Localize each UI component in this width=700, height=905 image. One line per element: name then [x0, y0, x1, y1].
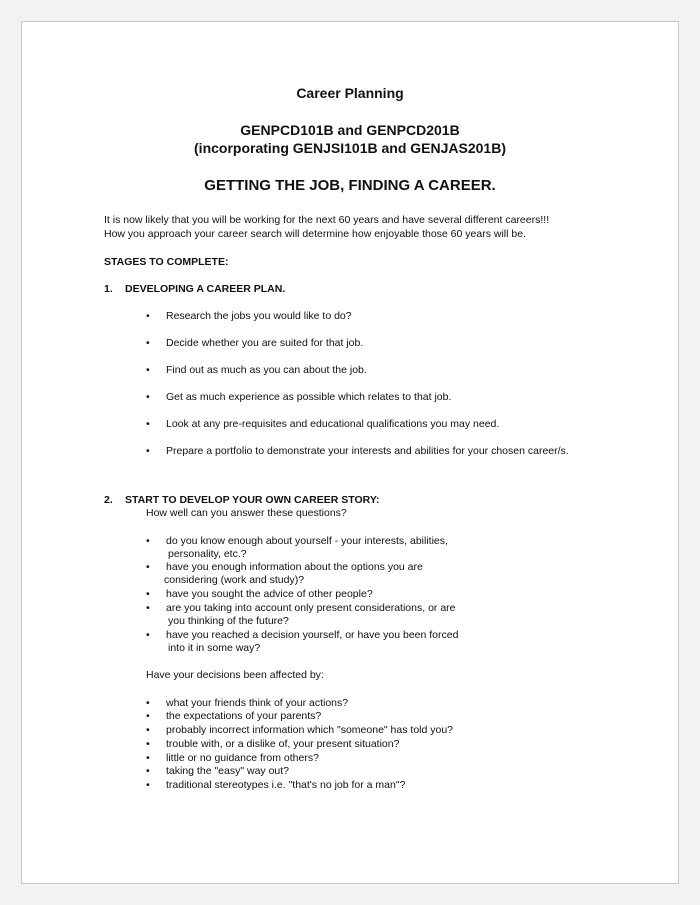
section-1-number: 1. [104, 283, 113, 295]
bullet-icon: • [146, 364, 150, 376]
question-line-cont: personality, etc.? [168, 548, 247, 560]
list-item: Research the jobs you would like to do? [166, 310, 352, 322]
influence-item: taking the "easy" way out? [166, 765, 290, 777]
bullet-icon: • [146, 535, 150, 547]
intro-line-2: How you approach your career search will determine how enjoyable those 60 years will be. [104, 228, 526, 240]
list-item: Prepare a portfolio to demonstrate your interests and abilities for your chosen career/s. [166, 445, 569, 457]
bullet-icon: • [146, 588, 150, 600]
bullet-icon: • [146, 310, 150, 322]
question-line: have you reached a decision yourself, or have you been forced [166, 629, 459, 641]
question-line: are you taking into account only present considerations, or are [166, 602, 456, 614]
main-heading: GETTING THE JOB, FINDING A CAREER. [204, 177, 496, 194]
bullet-icon: • [146, 697, 150, 709]
list-item: Find out as much as you can about the job. [166, 364, 367, 376]
bullet-icon: • [146, 602, 150, 614]
document-title: Career Planning [296, 85, 404, 101]
bullet-icon: • [146, 337, 150, 349]
question-line-cont: you thinking of the future? [168, 615, 289, 627]
influence-item: what your friends think of your actions? [166, 697, 349, 709]
section-2-number: 2. [104, 494, 113, 506]
influence-item: probably incorrect information which "someone" has told you? [166, 724, 454, 736]
intro-line-1: It is now likely that you will be working for the next 60 years and have several different careers!!! [104, 214, 550, 226]
bullet-icon: • [146, 765, 150, 777]
influence-item: little or no guidance from others? [166, 752, 319, 764]
question-line-cont: into it in some way? [168, 642, 261, 654]
bullet-icon: • [146, 752, 150, 764]
bullet-icon: • [146, 629, 150, 641]
influence-item: the expectations of your parents? [166, 710, 322, 722]
bullet-icon: • [146, 561, 150, 573]
question-line: do you know enough about yourself - your interests, abilities, [166, 535, 448, 547]
bullet-icon: • [146, 779, 150, 791]
section-2-title: START TO DEVELOP YOUR OWN CAREER STORY: [125, 494, 380, 506]
influence-item: trouble with, or a dislike of, your present situation? [166, 738, 400, 750]
list-item: Look at any pre-requisites and educational qualifications you may need. [166, 418, 500, 430]
list-item: Decide whether you are suited for that job. [166, 337, 364, 349]
bullet-icon: • [146, 445, 150, 457]
bullet-icon: • [146, 724, 150, 736]
list-item: Get as much experience as possible which relates to that job. [166, 391, 452, 403]
bullet-icon: • [146, 391, 150, 403]
question-line: have you sought the advice of other people? [166, 588, 373, 600]
course-codes: GENPCD101B and GENPCD201B [240, 122, 460, 138]
question-line: have you enough information about the options you are [166, 561, 423, 573]
section-2-prompt: How well can you answer these questions? [146, 507, 347, 519]
bullet-icon: • [146, 738, 150, 750]
affected-prompt: Have your decisions been affected by: [146, 669, 324, 681]
bullet-icon: • [146, 710, 150, 722]
question-line-cont: considering (work and study)? [164, 574, 305, 586]
section-1-title: DEVELOPING A CAREER PLAN. [125, 283, 286, 295]
influence-item: traditional stereotypes i.e. "that's no job for a man"? [166, 779, 406, 791]
stages-label: STAGES TO COMPLETE: [104, 256, 229, 268]
course-codes-incorporating: (incorporating GENJSI101B and GENJAS201B) [194, 140, 506, 156]
bullet-icon: • [146, 418, 150, 430]
